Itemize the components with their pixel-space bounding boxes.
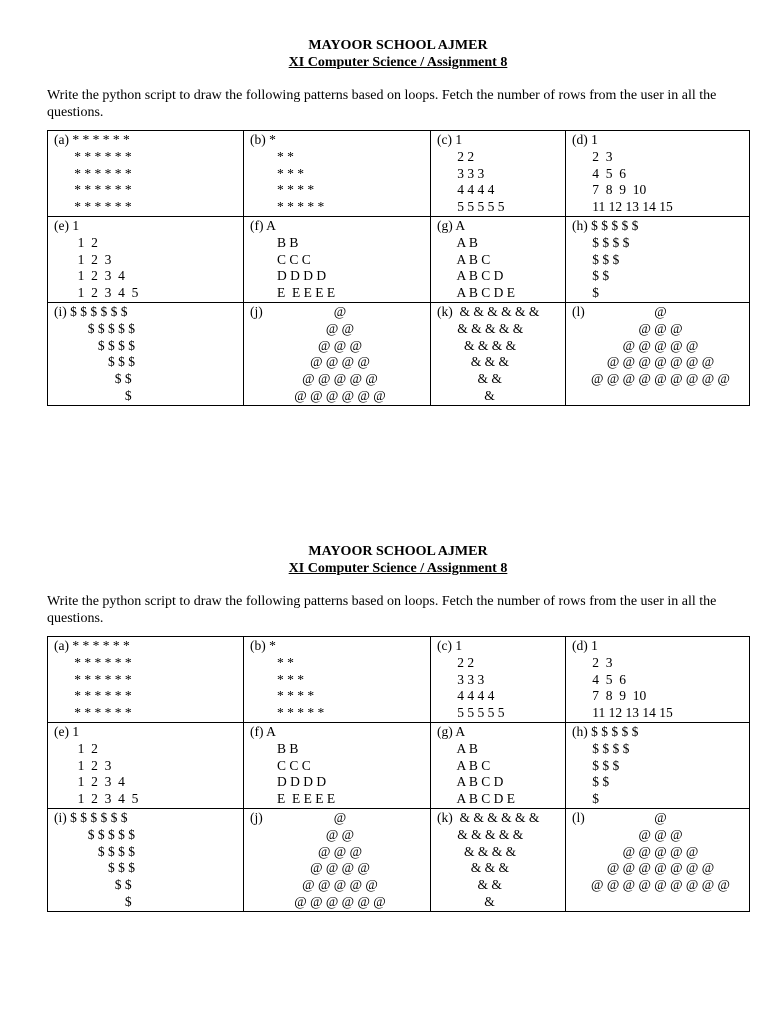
pattern-line: 7 8 9 10 bbox=[572, 688, 647, 704]
pattern-cell bbox=[244, 131, 431, 217]
pattern-line: $ $ $ bbox=[572, 251, 620, 267]
pattern-line: A B bbox=[437, 740, 478, 756]
pattern-line: $ $ $ bbox=[54, 354, 135, 370]
question-label: (k) bbox=[437, 303, 453, 319]
pattern-line: 2 2 bbox=[437, 654, 475, 670]
question-label: (h) bbox=[572, 217, 588, 233]
pattern-line: 3 3 3 bbox=[437, 671, 485, 687]
pattern-cell bbox=[566, 637, 750, 723]
pattern-line: $ $ $ $ bbox=[54, 337, 135, 353]
pattern-cell bbox=[244, 637, 431, 723]
pattern-line: & & bbox=[437, 877, 502, 893]
pattern-line: A B bbox=[437, 234, 478, 250]
pattern-line: * * * * * * bbox=[54, 148, 132, 164]
question-label: (i) bbox=[54, 303, 67, 319]
pattern-line: D D D D bbox=[250, 268, 327, 284]
pattern-line: & & & & & bbox=[437, 320, 524, 336]
pattern-line bbox=[250, 218, 430, 235]
pattern-line: * * * * * * bbox=[54, 654, 132, 670]
pattern-line-text: * * * * * * bbox=[68, 132, 130, 147]
question-label: (j) bbox=[250, 809, 263, 825]
pattern-line-text: $ $ $ $ $ bbox=[587, 217, 639, 233]
pattern-line: @ @ @ bbox=[317, 843, 363, 859]
assignment-title: XI Computer Science / Assignment 8 bbox=[288, 55, 508, 70]
pattern-line-text: * * * * * * bbox=[68, 638, 130, 653]
pattern-line-text: 1 bbox=[68, 217, 80, 233]
pattern-cell bbox=[431, 302, 566, 405]
pattern-line: @ @ @ @ @ @ @ bbox=[606, 354, 715, 370]
pattern-line: 3 3 3 bbox=[437, 165, 485, 181]
pattern-line: * * * * * * bbox=[54, 199, 132, 215]
pattern-line bbox=[437, 724, 565, 741]
pattern-line: A B C bbox=[437, 251, 491, 267]
pattern-line-text: A bbox=[263, 723, 276, 739]
pattern-line-text: * bbox=[265, 132, 276, 147]
pattern-line: 1 2 bbox=[54, 234, 98, 250]
pattern-line: * * * * * bbox=[250, 705, 325, 721]
pattern-line: $ $ $ $ $ bbox=[54, 826, 135, 842]
pattern-line: @ @ @ bbox=[638, 320, 683, 336]
pattern-line: @ @ @ bbox=[638, 826, 683, 842]
pattern-line: @ @ @ @ @ bbox=[302, 877, 378, 893]
pattern-line bbox=[437, 638, 565, 655]
pattern-line: @ bbox=[654, 809, 667, 825]
pattern-line bbox=[437, 132, 565, 149]
pattern-line: & & & bbox=[437, 860, 510, 876]
pattern-line bbox=[250, 132, 430, 149]
pattern-line: & & & & bbox=[437, 843, 517, 859]
question-label: (e) bbox=[54, 723, 69, 739]
question-label: (f) bbox=[250, 723, 264, 739]
pattern-line: A B C D bbox=[437, 268, 504, 284]
pattern-line: & bbox=[437, 893, 495, 909]
pattern-line: & & & & & bbox=[437, 826, 524, 842]
question-label: (c) bbox=[437, 638, 452, 653]
pattern-line: * * * * * * bbox=[54, 688, 132, 704]
question-label: (i) bbox=[54, 809, 67, 825]
pattern-line: $ $ $ bbox=[572, 757, 620, 773]
pattern-line: * * * * * bbox=[250, 199, 325, 215]
pattern-line: * * * * * * bbox=[54, 705, 132, 721]
pattern-line bbox=[54, 638, 243, 655]
pattern-line: @ @ @ @ @ bbox=[622, 843, 699, 859]
pattern-line bbox=[54, 304, 243, 321]
pattern-line: $ $ $ bbox=[54, 860, 135, 876]
pattern-cell bbox=[244, 216, 431, 302]
pattern-line: C C C bbox=[250, 251, 311, 267]
question-label: (c) bbox=[437, 132, 452, 147]
pattern-line-text: 1 bbox=[587, 132, 598, 147]
pattern-line: * * * bbox=[250, 165, 304, 181]
pattern-line: 1 2 bbox=[54, 740, 98, 756]
pattern-row bbox=[48, 808, 750, 911]
pattern-cell bbox=[48, 722, 244, 808]
pattern-table bbox=[47, 130, 750, 406]
question-label: (b) bbox=[250, 638, 266, 653]
question-label: (l) bbox=[572, 809, 585, 825]
pattern-cell bbox=[48, 808, 244, 911]
pattern-line-text: * bbox=[265, 638, 276, 653]
pattern-row bbox=[48, 637, 750, 723]
pattern-line: * * * * * * bbox=[54, 165, 132, 181]
question-label: (a) bbox=[54, 132, 69, 147]
pattern-line bbox=[54, 724, 243, 741]
pattern-row bbox=[48, 302, 750, 405]
pattern-line-text: 1 bbox=[451, 132, 463, 147]
pattern-line bbox=[572, 724, 749, 741]
question-label: (b) bbox=[250, 132, 266, 147]
pattern-line: 7 8 9 10 bbox=[572, 182, 647, 198]
pattern-line: * * * * * * bbox=[54, 671, 132, 687]
pattern-line: 4 4 4 4 bbox=[437, 688, 495, 704]
pattern-line: A B C D E bbox=[437, 285, 516, 301]
pattern-line: $ $ $ $ bbox=[572, 234, 630, 250]
pattern-line: @ @ @ @ @ @ bbox=[294, 387, 386, 403]
question-label: (j) bbox=[250, 303, 263, 319]
pattern-line: 2 3 bbox=[572, 148, 613, 164]
pattern-line: E E E E E bbox=[250, 285, 336, 301]
pattern-line: $ bbox=[572, 791, 599, 807]
pattern-cell bbox=[48, 131, 244, 217]
pattern-line: @ bbox=[654, 303, 667, 319]
pattern-line: $ bbox=[54, 893, 132, 909]
pattern-line-text: & & & & & & bbox=[452, 303, 540, 319]
pattern-row bbox=[48, 131, 750, 217]
pattern-line: 2 2 bbox=[437, 148, 475, 164]
pattern-line: D D D D bbox=[250, 774, 327, 790]
pattern-line: 2 3 bbox=[572, 654, 613, 670]
assignment-copy-1 bbox=[47, 38, 749, 406]
pattern-line bbox=[572, 638, 749, 655]
pattern-line-text: 1 bbox=[587, 638, 598, 653]
pattern-cell bbox=[431, 808, 566, 911]
pattern-line: 4 5 6 bbox=[572, 165, 626, 181]
pattern-line: 4 4 4 4 bbox=[437, 182, 495, 198]
pattern-line: 4 5 6 bbox=[572, 671, 626, 687]
question-label: (k) bbox=[437, 809, 453, 825]
pattern-line bbox=[54, 132, 243, 149]
pattern-line bbox=[572, 132, 749, 149]
school-name: MAYOOR SCHOOL AJMER bbox=[308, 38, 488, 53]
pattern-line: @ @ @ @ @ @ @ @ @ bbox=[591, 877, 730, 893]
pattern-line: A B C bbox=[437, 757, 491, 773]
pattern-cell bbox=[244, 808, 431, 911]
pattern-row bbox=[48, 216, 750, 302]
pattern-line: 1 2 3 4 bbox=[54, 774, 125, 790]
pattern-line bbox=[250, 638, 430, 655]
pattern-line: @ @ @ @ bbox=[310, 354, 370, 370]
pattern-cell bbox=[566, 302, 750, 405]
pattern-line-text: $ $ $ $ $ $ bbox=[66, 809, 128, 825]
pattern-line: & & & bbox=[437, 354, 510, 370]
pattern-line: $ $ $ $ $ bbox=[54, 320, 135, 336]
pattern-line: A B C D E bbox=[437, 791, 516, 807]
pattern-line bbox=[437, 218, 565, 235]
pattern-line bbox=[572, 218, 749, 235]
pattern-line bbox=[250, 724, 430, 741]
pattern-cell bbox=[566, 808, 750, 911]
pattern-line-text: A bbox=[263, 217, 276, 233]
pattern-line: $ bbox=[572, 285, 599, 301]
pattern-line: $ $ bbox=[572, 268, 610, 284]
pattern-line: $ $ bbox=[54, 877, 132, 893]
pattern-line: @ @ bbox=[325, 826, 355, 842]
question-label: (d) bbox=[572, 132, 588, 147]
pattern-line: A B C D bbox=[437, 774, 504, 790]
pattern-line: * * * bbox=[250, 671, 304, 687]
pattern-line: B B bbox=[250, 234, 299, 250]
pattern-line: @ bbox=[333, 809, 347, 825]
pattern-line: E E E E E bbox=[250, 791, 336, 807]
pattern-cell bbox=[566, 216, 750, 302]
pattern-line: * * * * * * bbox=[54, 182, 132, 198]
pattern-cell bbox=[48, 637, 244, 723]
pattern-line: @ @ @ bbox=[317, 337, 363, 353]
pattern-line: * * bbox=[250, 148, 294, 164]
pattern-cell bbox=[431, 216, 566, 302]
school-name: MAYOOR SCHOOL AJMER bbox=[308, 544, 488, 559]
pattern-line: @ bbox=[333, 303, 347, 319]
pattern-line: 1 2 3 4 5 bbox=[54, 285, 139, 301]
pattern-line: @ @ @ @ @ @ @ @ @ bbox=[591, 371, 730, 387]
pattern-cell bbox=[566, 722, 750, 808]
pattern-line: 1 2 3 4 5 bbox=[54, 791, 139, 807]
pattern-line: & bbox=[437, 387, 495, 403]
pattern-line: @ @ @ @ bbox=[310, 860, 370, 876]
pattern-line bbox=[54, 810, 243, 827]
pattern-cell bbox=[48, 216, 244, 302]
pattern-line: 1 2 3 bbox=[54, 757, 112, 773]
question-label: (h) bbox=[572, 723, 588, 739]
pattern-line: B B bbox=[250, 740, 299, 756]
pattern-line: C C C bbox=[250, 757, 311, 773]
pattern-line: * * bbox=[250, 654, 294, 670]
question-label: (a) bbox=[54, 638, 69, 653]
pattern-line: 11 12 13 14 15 bbox=[572, 705, 673, 721]
question-label: (g) bbox=[437, 723, 453, 739]
question-label: (g) bbox=[437, 217, 453, 233]
pattern-line: @ @ @ @ @ @ bbox=[294, 893, 386, 909]
pattern-cell bbox=[566, 131, 750, 217]
pattern-line: $ $ $ $ bbox=[572, 740, 630, 756]
pattern-line-text: & & & & & & bbox=[452, 809, 540, 825]
pattern-cell bbox=[431, 637, 566, 723]
pattern-line: @ @ @ @ @ bbox=[302, 371, 378, 387]
pattern-line: @ @ @ @ @ @ @ bbox=[606, 860, 715, 876]
pattern-cell bbox=[244, 302, 431, 405]
pattern-line: 11 12 13 14 15 bbox=[572, 199, 673, 215]
pattern-line-text: A bbox=[452, 723, 466, 739]
assignment-title: XI Computer Science / Assignment 8 bbox=[288, 561, 508, 576]
pattern-line-text: A bbox=[452, 217, 466, 233]
pattern-line-text: $ $ $ $ $ $ bbox=[66, 303, 128, 319]
pattern-line: @ @ @ @ @ bbox=[622, 337, 699, 353]
question-label: (f) bbox=[250, 217, 264, 233]
instruction-text: Write the python script to draw the following patterns based on loops. Fetch the number of rows from the user in all the questions. bbox=[47, 88, 717, 120]
pattern-line-text: 1 bbox=[68, 723, 80, 739]
pattern-table bbox=[47, 636, 750, 912]
instruction-text: Write the python script to draw the following patterns based on loops. Fetch the number of rows from the user in all the questions. bbox=[47, 594, 717, 626]
pattern-line: $ $ bbox=[572, 774, 610, 790]
assignment-copy-2 bbox=[47, 544, 749, 912]
pattern-line: * * * * bbox=[250, 182, 315, 198]
pattern-line: & & & & bbox=[437, 337, 517, 353]
pattern-row bbox=[48, 722, 750, 808]
pattern-line: 1 2 3 bbox=[54, 251, 112, 267]
question-label: (e) bbox=[54, 217, 69, 233]
pattern-line: & & bbox=[437, 371, 502, 387]
pattern-line bbox=[54, 218, 243, 235]
pattern-line: $ $ $ $ bbox=[54, 843, 135, 859]
pattern-cell bbox=[431, 722, 566, 808]
question-label: (d) bbox=[572, 638, 588, 653]
pattern-cell bbox=[48, 302, 244, 405]
pattern-line: * * * * bbox=[250, 688, 315, 704]
pattern-cell bbox=[244, 722, 431, 808]
pattern-line: $ bbox=[54, 387, 132, 403]
pattern-line-text: 1 bbox=[451, 638, 463, 653]
question-label: (l) bbox=[572, 303, 585, 319]
pattern-line-text: $ $ $ $ $ bbox=[587, 723, 639, 739]
pattern-line: 5 5 5 5 5 bbox=[437, 705, 505, 721]
pattern-line: $ $ bbox=[54, 371, 132, 387]
pattern-line: 5 5 5 5 5 bbox=[437, 199, 505, 215]
pattern-line: @ @ bbox=[325, 320, 355, 336]
pattern-line bbox=[437, 304, 565, 321]
pattern-line bbox=[437, 810, 565, 827]
pattern-cell bbox=[431, 131, 566, 217]
pattern-line: 1 2 3 4 bbox=[54, 268, 125, 284]
